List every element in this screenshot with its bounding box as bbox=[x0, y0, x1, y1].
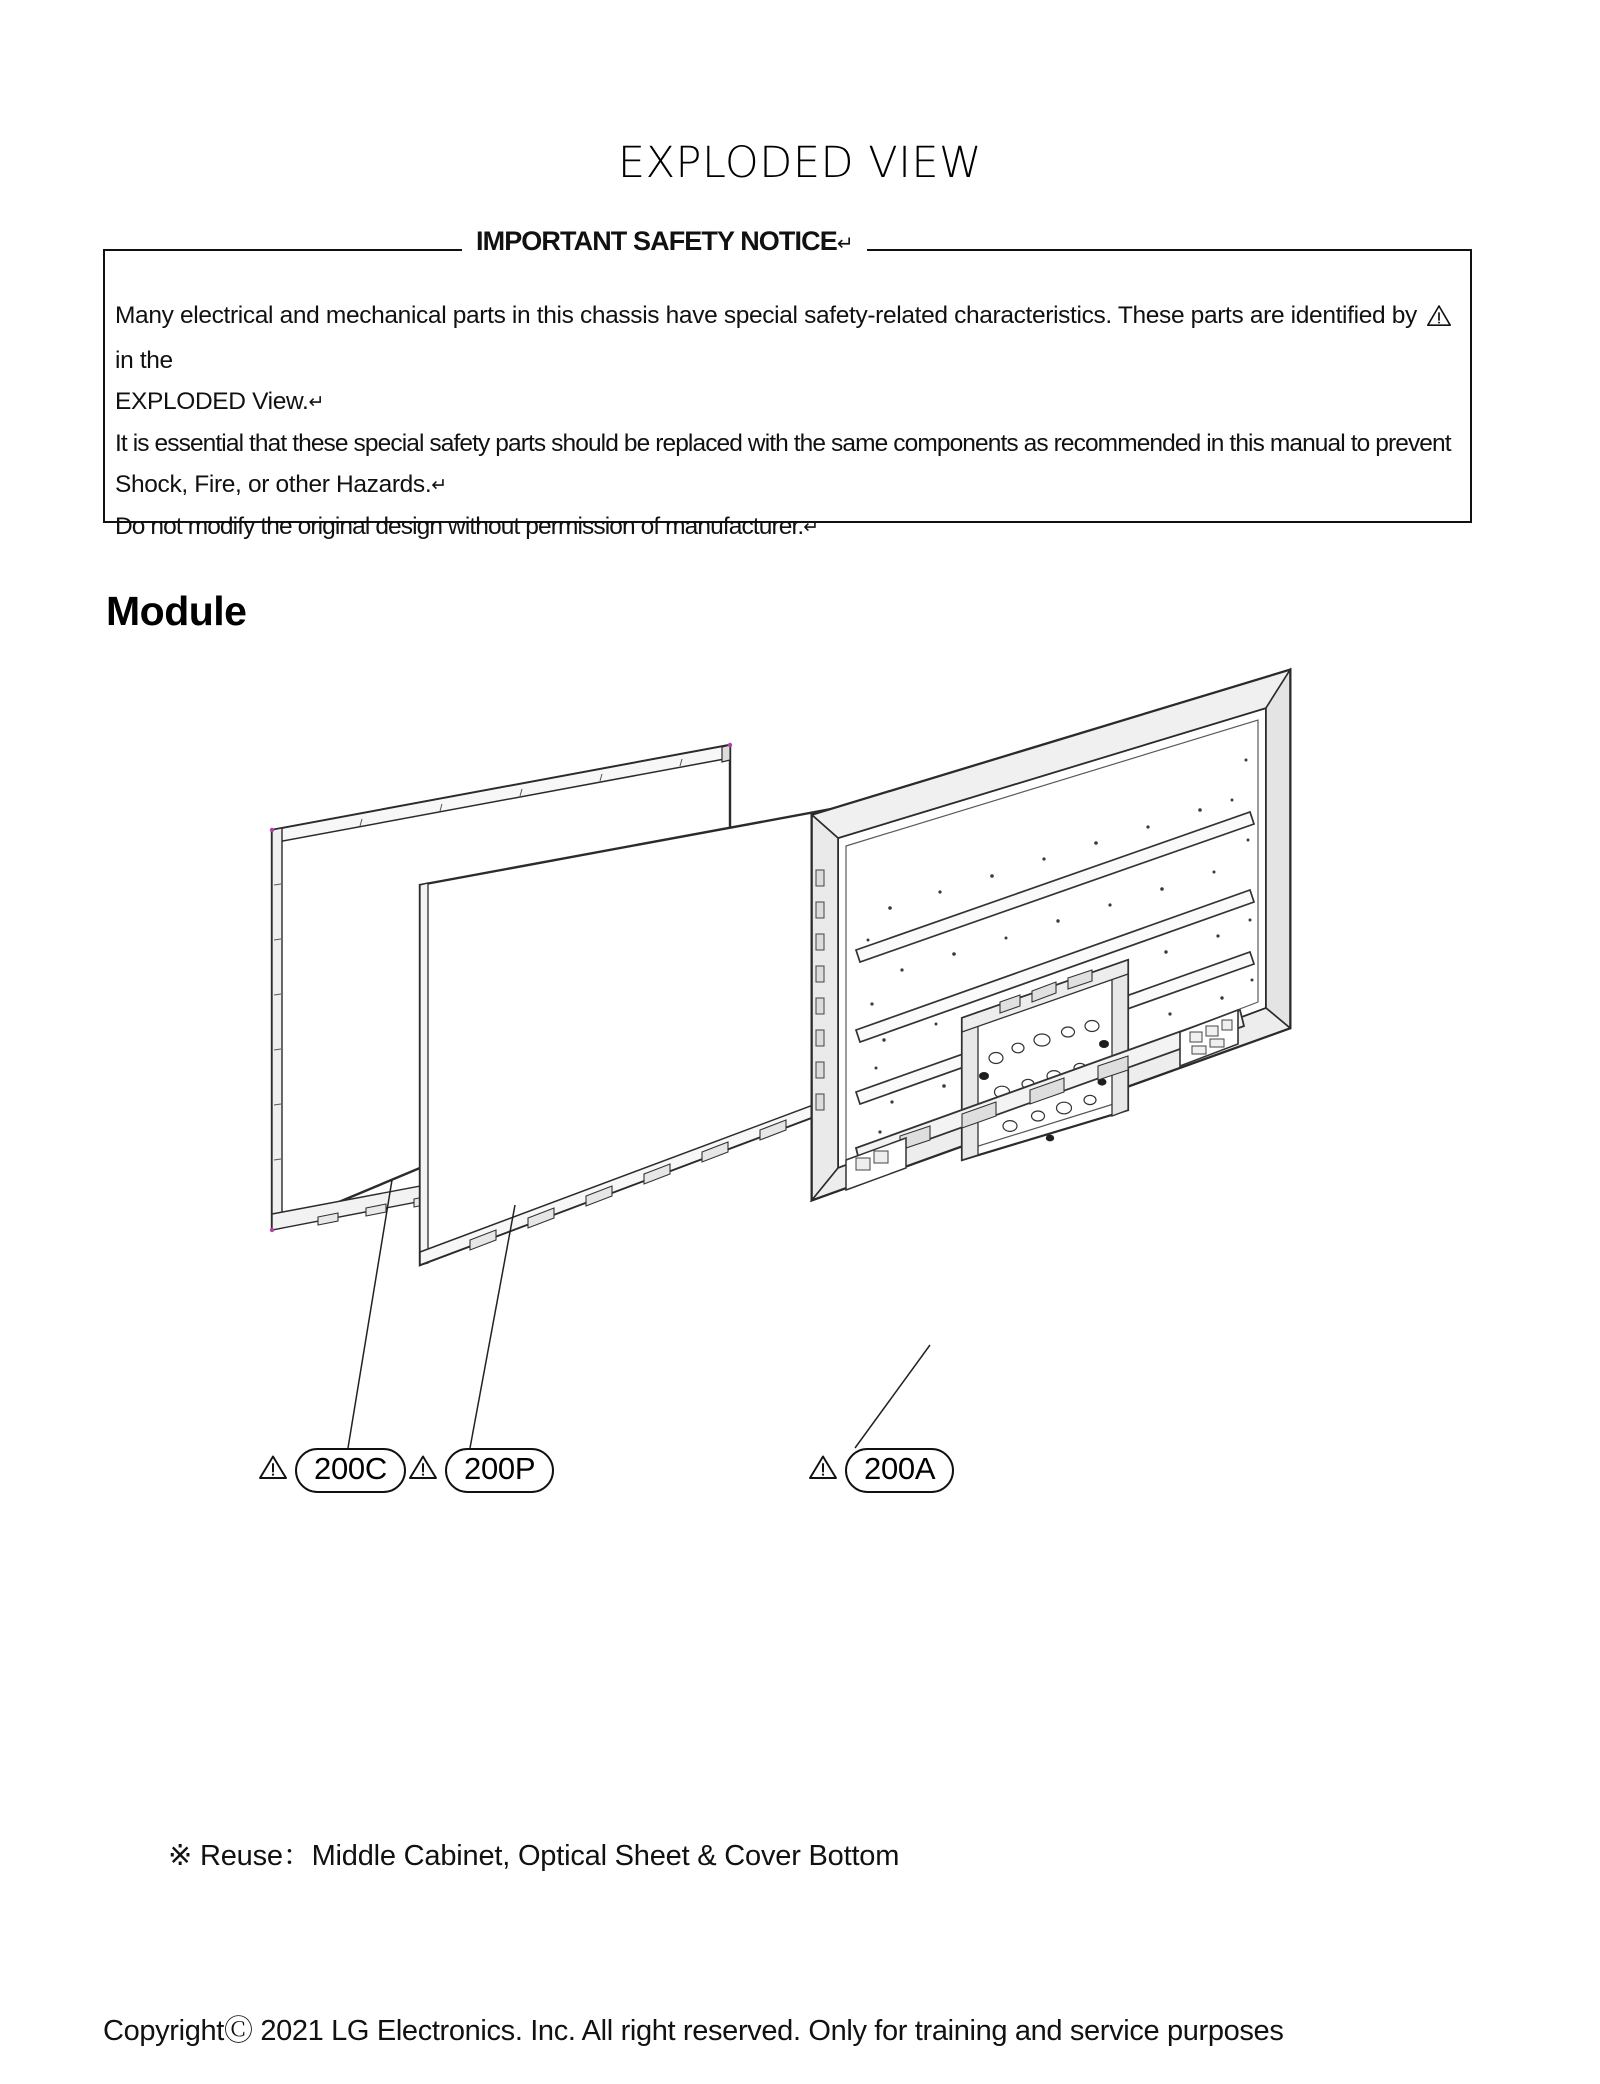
exploded-view-drawing bbox=[0, 640, 1600, 1520]
safety-notice-line-2 bbox=[115, 381, 1465, 423]
section-heading-module: Module bbox=[106, 588, 247, 634]
safety-notice-line-4-text: Shock, Fire, or other Hazards. bbox=[115, 471, 432, 498]
callout-row bbox=[0, 1448, 1600, 1508]
footer-copyright: CopyrightⒸ 2021 LG Electronics. Inc. All right reserved. Only for training and service purposes bbox=[103, 2015, 1284, 2047]
reference-mark-icon: ※ bbox=[168, 1840, 193, 1872]
safety-notice-line-3-text: It is essential that these special safety parts should be replaced with the same components as recommended in this manual to prevent bbox=[115, 430, 1451, 457]
page-title: EXPLODED VIEW bbox=[617, 138, 983, 188]
safety-notice-legend bbox=[462, 226, 867, 257]
return-mark: ↵ bbox=[431, 475, 448, 496]
callout-label-200A[interactable]: 200A bbox=[845, 1448, 954, 1493]
warning-triangle-icon bbox=[1426, 299, 1452, 340]
safety-notice-legend-label: IMPORTANT SAFETY NOTICE bbox=[476, 226, 837, 256]
reuse-note-text: Reuse：Middle Cabinet, Optical Sheet & Cover Bottom bbox=[199, 1840, 900, 1872]
warning-triangle-icon bbox=[808, 1454, 838, 1486]
part-200A-geometry bbox=[812, 670, 1290, 1200]
safety-notice-line-3 bbox=[115, 423, 1465, 464]
safety-notice-line-5 bbox=[115, 506, 1465, 548]
safety-notice-line-5-text: Do not modify the original design without permission of manufacturer. bbox=[115, 513, 804, 540]
callout-200P[interactable] bbox=[408, 1448, 554, 1493]
callout-200A[interactable] bbox=[808, 1448, 954, 1493]
warning-triangle-icon bbox=[258, 1454, 288, 1486]
return-mark: ↵ bbox=[803, 517, 820, 538]
reuse-note bbox=[168, 1833, 899, 1874]
safety-notice-line-1 bbox=[115, 295, 1465, 381]
warning-triangle-icon bbox=[408, 1454, 438, 1486]
safety-notice-line-1a: Many electrical and mechanical parts in this chassis have special safety-related characteristics. These parts are identified by bbox=[115, 302, 1417, 329]
return-mark: ↵ bbox=[836, 233, 853, 255]
callout-label-200C[interactable]: 200C bbox=[295, 1448, 406, 1493]
safety-notice-line-2-text: EXPLODED View. bbox=[115, 388, 309, 415]
safety-notice-body bbox=[115, 295, 1465, 548]
safety-notice-line-1b: in the bbox=[115, 347, 173, 374]
return-mark: ↵ bbox=[308, 392, 325, 413]
safety-notice-line-4 bbox=[115, 464, 1465, 506]
callout-label-200P[interactable]: 200P bbox=[445, 1448, 554, 1493]
callout-200C[interactable] bbox=[258, 1448, 406, 1493]
